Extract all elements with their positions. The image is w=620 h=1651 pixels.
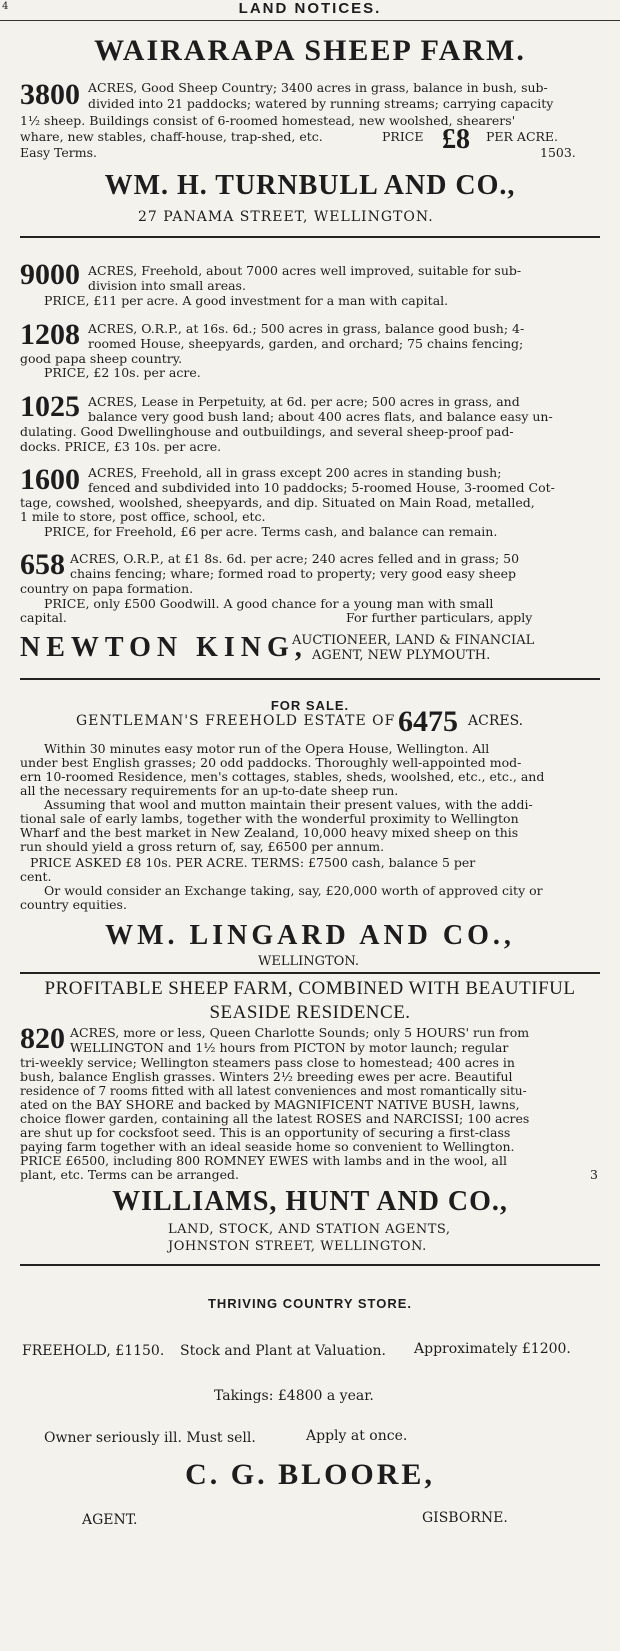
ad4-line-11: plant, etc. Terms can be arranged. [20,1167,239,1182]
ad2-listing-3-line-2: balance very good bush land; about 400 acres flats, and balance easy un- [88,409,553,424]
ad5-title: THRIVING COUNTRY STORE. [207,1296,413,1311]
ad5-takings: Takings: £4800 a year. [214,1388,374,1404]
ad3-line-5: Assuming that wool and mutton maintain their present values, with the addi- [44,797,533,812]
divider-1 [20,236,600,238]
ad4-ref: 3 [590,1167,598,1182]
ad2-listing-3-line-1: ACRES, Lease in Perpetuity, at 6d. per acre; 500 acres in grass, and [88,394,520,409]
ad4-line-8: are shut up for cocksfoot seed. This is an opportunity of securing a first-class [20,1125,511,1140]
ad2-listing-1-line-1: ACRES, Freehold, about 7000 acres well improved, suitable for sub- [88,263,522,278]
divider-2 [20,678,600,680]
ad3-line-9: PRICE ASKED £8 10s. PER ACRE. TERMS: £7500 cash, balance 5 per [30,855,476,870]
ad4-line-6: ated on the BAY SHORE and backed by MAGNIFICENT NATIVE BUSH, lawns, [20,1097,520,1112]
ad3-for-sale: FOR SALE. [270,698,350,713]
ad1-line-2: divided into 21 paddocks; watered by running streams; carrying capacity [88,96,554,111]
ad1-ref: 1503. [540,145,576,160]
ad2-agent-name: NEWTON KING, [20,632,308,663]
ad5-agent: C. G. BLOORE, [185,1458,435,1491]
ad2-agent-desc-2: AGENT, NEW PLYMOUTH. [312,648,491,663]
ad5-approx: Approximately £1200. [414,1341,571,1357]
ad2-listing-5-acres: 658 [20,548,65,581]
ad2-listing-5-line-2: chains fencing; whare; formed road to property; very good easy sheep [70,566,517,581]
ad2-listing-4-acres: 1600 [20,463,80,496]
ad2-listing-2-line-3: good papa sheep country. [20,351,183,366]
ad3-line-1: Within 30 minutes easy motor run of the Opera House, Wellington. All [44,741,490,756]
ad4-address: JOHNSTON STREET, WELLINGTON. [168,1239,427,1254]
ad3-line-10: cent. [20,869,52,884]
ad2-listing-1-line-3: PRICE, £11 per acre. A good investment for a man with capital. [44,293,449,308]
ad1-address: 27 PANAMA STREET, WELLINGTON. [138,209,434,225]
ad2-listing-2-acres: 1208 [20,318,80,351]
ad5-freehold: FREEHOLD, £1150. [22,1343,165,1359]
ad2-listing-4-line-4: 1 mile to store, post office, school, etc. [20,509,266,524]
ad3-line-2: under best English grasses; 20 odd paddocks. Thoroughly well-appointed mod- [20,755,522,770]
ad5-stock: Stock and Plant at Valuation. [180,1343,386,1359]
ad1-line-3: 1½ sheep. Buildings consist of 6-roomed homestead, new woolshed, shearers' [20,113,516,128]
ad2-listing-5-line-4: PRICE, only £500 Goodwill. A good chance for a young man with small [44,596,494,611]
ad3-line-4: all the necessary requirements for an up-to-date sheep run. [20,783,399,798]
header-divider [0,20,620,21]
ad3-line-3: ern 10-roomed Residence, men's cottages, stables, sheds, woolshed, etc., etc., and [20,769,545,784]
ad2-listing-4-line-3: tage, cowshed, woolshed, sheepyards, and dip. Situated on Main Road, metalled, [20,495,535,510]
ad2-listing-5-line-1: ACRES, O.R.P., at £1 8s. 6d. per acre; 240 acres felled and in grass; 50 [70,551,520,566]
ad2-listing-1-line-2: division into small areas. [88,278,246,293]
ad1-line-1: ACRES, Good Sheep Country; 3400 acres in grass, balance in bush, sub- [88,80,548,95]
ad4-agent-desc: LAND, STOCK, AND STATION AGENTS, [168,1222,451,1237]
ad4-line-10: PRICE £6500, including 800 ROMNEY EWES with lambs and in the wool, all [20,1153,507,1168]
ad3-heading-num: 6475 [398,705,458,738]
ad2-listing-1-acres: 9000 [20,258,80,291]
ad3-line-8: run should yield a gross return of, say, £6500 per annum. [20,839,385,854]
ad3-line-11: Or would consider an Exchange taking, say, £20,000 worth of approved city or [44,883,543,898]
ad2-listing-4-line-1: ACRES, Freehold, all in grass except 200 acres in standing bush; [88,465,502,480]
ad4-acres: 820 [20,1022,65,1055]
ad1-terms: Easy Terms. [20,145,98,160]
ad2-listing-2-line-4: PRICE, £2 10s. per acre. [44,365,201,380]
ad3-line-6: tional sale of early lambs, together with the wonderful proximity to Wellington [20,811,519,826]
ad4-title-2: SEASIDE RESIDENCE. [209,1002,411,1023]
ad4-title-1: PROFITABLE SHEEP FARM, COMBINED WITH BEAUTIFUL [44,978,576,999]
ad4-line-7: choice flower garden, containing all the latest ROSES and NARCISSI; 100 acres [20,1111,530,1126]
ad4-line-2: WELLINGTON and 1½ hours from PICTON by motor launch; regular [70,1040,509,1055]
ad5-apply: Apply at once. [306,1428,408,1444]
ad2-listing-3-line-3: dulating. Good Dwellinghouse and outbuildings, and several sheep-proof pad- [20,424,514,439]
ad2-listing-3-line-4: docks. PRICE, £3 10s. per acre. [20,439,222,454]
ad1-price-label: PRICE [382,129,424,144]
divider-4 [20,1264,600,1266]
ad4-line-5: residence of 7 rooms fitted with all latest conveniences and most romantically situ- [20,1084,527,1098]
ad2-listing-2-line-2: roomed House, sheepyards, garden, and orchard; 75 chains fencing; [88,336,524,351]
ad4-agent: WILLIAMS, HUNT AND CO., [112,1186,508,1217]
ad3-heading: GENTLEMAN'S FREEHOLD ESTATE OF [76,713,396,729]
ad1-line-4: whare, new stables, chaff-house, trap-shed, etc. [20,129,323,144]
divider-3 [20,972,600,974]
ad1-acres: 3800 [20,78,80,111]
ad2-listing-3-acres: 1025 [20,390,80,423]
ad2-listing-5-line-3: country on papa formation. [20,581,194,596]
ad2-listing-4-line-5: PRICE, for Freehold, £6 per acre. Terms cash, and balance can remain. [44,524,498,539]
ad4-line-1: ACRES, more or less, Queen Charlotte Sounds; only 5 HOURS' run from [70,1025,530,1040]
ad2-agent-desc-1: AUCTIONEER, LAND & FINANCIAL [292,633,535,648]
ad2-listing-5-line-5: capital. [20,610,67,625]
ad1-title: WAIRARAPA SHEEP FARM. [94,34,526,67]
ad1-price-value: £8 [442,124,470,155]
ad3-location: WELLINGTON. [258,954,360,969]
ad3-line-12: country equities. [20,897,127,912]
ad3-heading-post: ACRES. [468,713,524,729]
ad4-line-9: paying farm together with an ideal seaside home so convenient to Wellington. [20,1139,515,1154]
ad4-line-4: bush, balance English grasses. Winters 2½ breeding ewes per acre. Beautiful [20,1069,513,1084]
ad3-line-7: Wharf and the best market in New Zealand, 10,000 heavy mixed sheep on this [20,825,519,840]
ad2-listing-4-line-2: fenced and subdivided into 10 paddocks; 5-roomed House, 3-roomed Cot- [88,480,555,495]
ad1-price-suffix: PER ACRE. [486,129,559,144]
ad1-agent: WM. H. TURNBULL AND CO., [104,170,516,201]
ad2-listing-5-line-6: For further particulars, apply [346,610,533,625]
ad2-listing-2-line-1: ACRES, O.R.P., at 16s. 6d.; 500 acres in grass, balance good bush; 4- [88,321,525,336]
ad5-agent-label: AGENT. [82,1512,138,1528]
page-number: 4 [2,1,9,12]
section-header: LAND NOTICES. [238,0,382,17]
ad4-line-3: tri-weekly service; Wellington steamers pass close to homestead; 400 acres in [20,1055,515,1070]
ad3-agent: WM. LINGARD AND CO., [105,920,515,951]
ad5-location: GISBORNE. [422,1510,508,1526]
ad5-owner: Owner seriously ill. Must sell. [44,1430,256,1446]
